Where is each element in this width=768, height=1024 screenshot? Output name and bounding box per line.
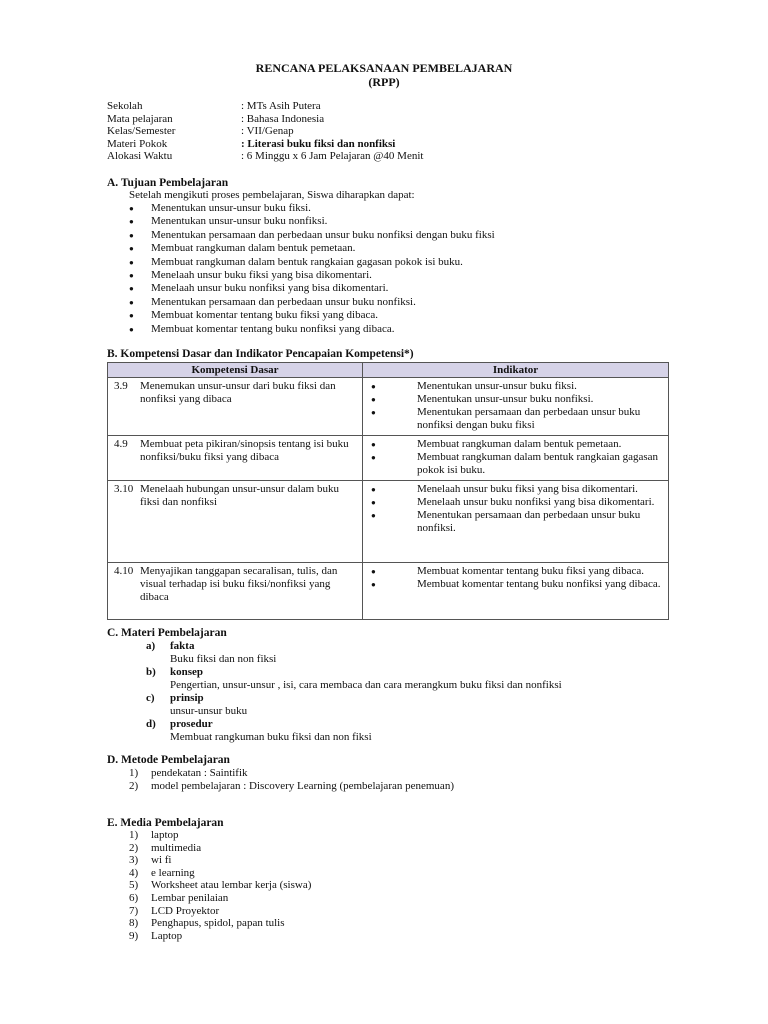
list-item bbox=[129, 917, 311, 930]
kd-text: Membuat peta pikiran/sinopsis tentang isi buku nonfiksi/buku fiksi yang dibaca bbox=[140, 438, 349, 463]
item-label: 2) bbox=[129, 841, 139, 854]
item-term: prosedur bbox=[170, 718, 213, 730]
identity-label: Sekolah bbox=[107, 100, 143, 112]
table-row bbox=[108, 378, 669, 436]
list-item: ● Menelaah unsur buku fiksi yang bisa dikomentari. bbox=[129, 269, 495, 282]
item-label: 9) bbox=[129, 929, 139, 942]
list-item: ● Menentukan persamaan dan perbedaan unsur buku nonfiksi. bbox=[129, 296, 495, 309]
kd-cell bbox=[108, 436, 363, 481]
identity-value: : VII/Genap bbox=[241, 125, 294, 137]
media-list bbox=[129, 829, 311, 942]
list-item bbox=[146, 692, 562, 718]
indicator-item: ● Menelaah unsur buku nonfiksi yang bisa dikomentari. bbox=[369, 496, 664, 509]
item-label: 5) bbox=[129, 879, 139, 892]
list-item bbox=[146, 718, 562, 744]
item-text: multimedia bbox=[151, 841, 202, 854]
indicator-item: ● Menentukan unsur-unsur buku nonfiksi. bbox=[369, 393, 664, 406]
list-item bbox=[129, 879, 311, 892]
item-text: laptop bbox=[151, 829, 179, 841]
kd-number: 3.10 bbox=[114, 483, 134, 495]
list-item: ● Membuat komentar tentang buku nonfiksi yang dibaca. bbox=[129, 323, 495, 336]
item-label: a) bbox=[146, 640, 156, 652]
item-term: fakta bbox=[170, 640, 195, 652]
indicator-cell bbox=[363, 563, 669, 620]
table-header-row bbox=[108, 363, 669, 378]
item-text: model pembelajaran : Discovery Learning (pembelajaran penemuan) bbox=[151, 779, 454, 792]
section-d-heading: D. Metode Pembelajaran bbox=[107, 754, 230, 766]
indicator-item: ● Menelaah unsur buku fiksi yang bisa dikomentari. bbox=[369, 483, 664, 496]
section-a-intro: Setelah mengikuti proses pembelajaran, Siswa diharapkan dapat: bbox=[129, 189, 415, 201]
indicator-item: ● Membuat rangkuman dalam bentuk rangkaian gagasan pokok isi buku. bbox=[369, 451, 664, 477]
list-item bbox=[129, 892, 311, 905]
list-item: ● Membuat komentar tentang buku fiksi yang dibaca. bbox=[129, 309, 495, 322]
list-item: ● Menentukan unsur-unsur buku fiksi. bbox=[129, 202, 495, 215]
indicator-item: ● Membuat komentar tentang buku nonfiksi yang dibaca. bbox=[369, 578, 664, 591]
kd-number: 3.9 bbox=[114, 380, 128, 392]
item-desc: Membuat rangkuman buku fiksi dan non fiksi bbox=[170, 731, 372, 743]
item-text: Worksheet atau lembar kerja (siswa) bbox=[151, 879, 312, 892]
kd-cell bbox=[108, 378, 363, 436]
indicator-item: ● Menentukan persamaan dan perbedaan unsur buku nonfiksi. bbox=[369, 509, 664, 535]
indicator-cell bbox=[363, 378, 669, 436]
list-item bbox=[129, 780, 454, 793]
item-label: 3) bbox=[129, 854, 139, 867]
list-item: ● Membuat rangkuman dalam bentuk pemetaan. bbox=[129, 242, 495, 255]
section-e-heading: E. Media Pembelajaran bbox=[107, 817, 224, 829]
list-item: ● Menelaah unsur buku nonfiksi yang bisa dikomentari. bbox=[129, 282, 495, 295]
list-item bbox=[129, 930, 311, 943]
kd-text: Menyajikan tanggapan secaralisan, tulis, dan visual terhadap isi buku fiksi/nonfiksi yang dibaca bbox=[140, 565, 338, 603]
item-label: 2) bbox=[129, 779, 139, 792]
kd-text: Menemukan unsur-unsur dari buku fiksi dan nonfiksi yang dibaca bbox=[140, 380, 336, 405]
kd-cell bbox=[108, 481, 363, 563]
list-item: ● Menentukan persamaan dan perbedaan unsur buku nonfiksi dengan buku fiksi bbox=[129, 229, 495, 242]
indicator-item: ● Membuat komentar tentang buku fiksi yang dibaca. bbox=[369, 565, 664, 578]
list-item bbox=[146, 666, 562, 692]
identity-row-mapel bbox=[107, 113, 707, 126]
table-row bbox=[108, 563, 669, 620]
item-label: c) bbox=[146, 692, 155, 704]
item-term: konsep bbox=[170, 666, 204, 678]
metode-list bbox=[129, 767, 454, 792]
indicator-cell bbox=[363, 481, 669, 563]
item-text: Laptop bbox=[151, 929, 183, 942]
item-desc: Pengertian, unsur-unsur , isi, cara membaca dan cara merangkum buku fiksi dan nonfiksi bbox=[170, 679, 562, 691]
identity-row-sekolah bbox=[107, 100, 707, 113]
identity-value: : MTs Asih Putera bbox=[241, 100, 321, 112]
column-header-indikator: Indikator bbox=[363, 363, 669, 378]
list-item: ● Menentukan unsur-unsur buku nonfiksi. bbox=[129, 215, 495, 228]
section-b-heading: B. Kompetensi Dasar dan Indikator Pencapaian Kompetensi*) bbox=[107, 348, 414, 360]
item-desc: Buku fiksi dan non fiksi bbox=[170, 653, 277, 665]
identity-row-materi bbox=[107, 138, 707, 151]
list-item bbox=[129, 829, 311, 842]
tujuan-list bbox=[129, 202, 495, 336]
item-text: LCD Proyektor bbox=[151, 904, 220, 917]
section-a-heading: A. Tujuan Pembelajaran bbox=[107, 177, 229, 189]
list-item: ● Membuat rangkuman dalam bentuk rangkaian gagasan pokok isi buku. bbox=[129, 256, 495, 269]
table-row bbox=[108, 481, 669, 563]
item-label: 1) bbox=[129, 767, 139, 779]
item-text: wi fi bbox=[151, 854, 172, 867]
kompetensi-table bbox=[107, 362, 669, 620]
list-item bbox=[146, 640, 562, 666]
kd-number: 4.10 bbox=[114, 565, 134, 577]
item-label: 7) bbox=[129, 904, 139, 917]
identity-row-alokasi bbox=[107, 150, 707, 163]
item-label: d) bbox=[146, 718, 156, 730]
list-item bbox=[129, 905, 311, 918]
item-text: pendekatan : Saintifik bbox=[151, 767, 248, 779]
list-item bbox=[129, 867, 311, 880]
indicator-item: ● Menentukan persamaan dan perbedaan unsur buku nonfiksi dengan buku fiksi bbox=[369, 406, 664, 432]
identity-label: Mata pelajaran bbox=[107, 112, 173, 125]
table-row bbox=[108, 436, 669, 481]
item-text: e learning bbox=[151, 866, 195, 879]
item-text: Penghapus, spidol, papan tulis bbox=[151, 917, 285, 930]
item-term: prinsip bbox=[170, 692, 204, 704]
kd-number: 4.9 bbox=[114, 438, 128, 450]
column-header-kd: Kompetensi Dasar bbox=[108, 363, 363, 378]
identity-value: : 6 Minggu x 6 Jam Pelajaran @40 Menit bbox=[241, 150, 424, 162]
item-text: Lembar penilaian bbox=[151, 891, 229, 904]
indicator-item: ● Membuat rangkuman dalam bentuk pemetaan. bbox=[369, 438, 664, 451]
identity-label: Kelas/Semester bbox=[107, 125, 176, 137]
indicator-item: ● Menentukan unsur-unsur buku fiksi. bbox=[369, 380, 664, 393]
kd-cell bbox=[108, 563, 363, 620]
identity-label: Alokasi Waktu bbox=[107, 150, 173, 162]
item-label: 1) bbox=[129, 829, 139, 841]
list-item bbox=[129, 767, 454, 780]
document-subtitle: (RPP) bbox=[368, 75, 400, 89]
list-item bbox=[129, 842, 311, 855]
item-label: 4) bbox=[129, 866, 139, 879]
section-c-heading: C. Materi Pembelajaran bbox=[107, 627, 227, 639]
materi-list bbox=[146, 640, 562, 744]
item-label: b) bbox=[146, 666, 156, 678]
item-label: 6) bbox=[129, 891, 139, 904]
identity-value: : Bahasa Indonesia bbox=[241, 112, 325, 125]
document-title: RENCANA PELAKSANAAN PEMBELAJARAN bbox=[255, 61, 513, 75]
indicator-cell bbox=[363, 436, 669, 481]
item-label: 8) bbox=[129, 917, 139, 930]
identity-value: : Literasi buku fiksi dan nonfiksi bbox=[241, 137, 396, 150]
kd-text: Menelaah hubungan unsur-unsur dalam buku fiksi dan nonfiksi bbox=[140, 483, 339, 508]
list-item bbox=[129, 854, 311, 867]
identity-label: Materi Pokok bbox=[107, 137, 168, 150]
identity-row-kelas bbox=[107, 125, 707, 138]
item-desc: unsur-unsur buku bbox=[170, 705, 248, 717]
